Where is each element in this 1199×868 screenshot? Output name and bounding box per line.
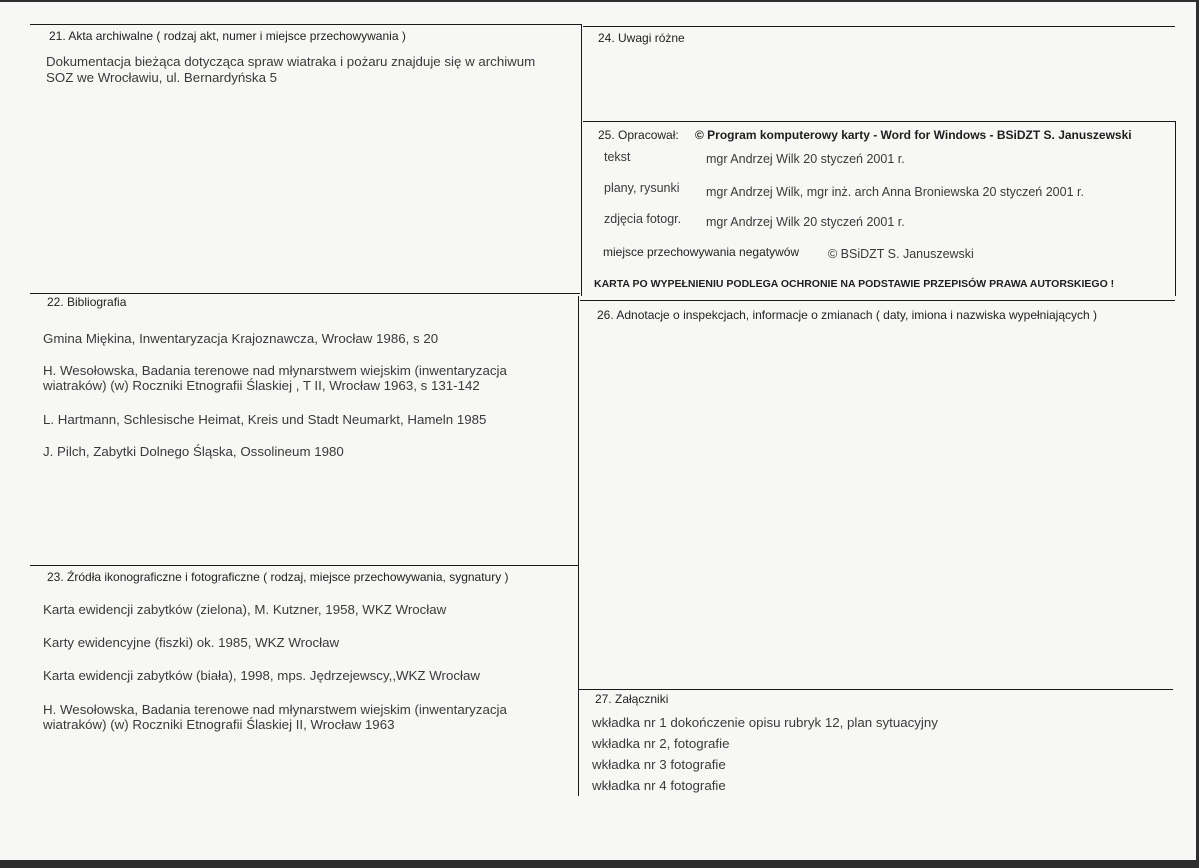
negatives-label: miejsce przechowywania negatywów (603, 245, 800, 259)
prepared-by-label-photos: zdjęcia fotogr. (604, 212, 682, 226)
iconography-entry: Karta ewidencji zabytków (zielona), M. Kutzner, 1958, WKZ Wrocław (43, 602, 447, 617)
divider-right-edge (1175, 121, 1176, 296)
attachment-entry: wkładka nr 1 dokończenie opisu rubryk 12, plan sytuacyjny (592, 715, 938, 730)
section-21-text: Dokumentacja bieżąca dotycząca spraw wiatraka i pożaru znajduje się w archiwum (46, 54, 536, 69)
divider-vertical-center (581, 24, 582, 296)
attachment-entry: wkładka nr 4 fotografie (592, 778, 726, 793)
iconography-entry: wiatraków) (w) Roczniki Etnografii Ślaskiej II, Wrocław 1963 (43, 717, 395, 732)
iconography-entry: Karta ewidencji zabytków (biała), 1998, mps. Jędrzejewscy,,WKZ Wrocław (43, 668, 480, 683)
bibliography-entry: wiatraków) (w) Roczniki Etnografii Ślaskiej , T II, Wrocław 1963, s 131-142 (43, 378, 480, 393)
divider-top-left (30, 24, 581, 25)
bibliography-entry: Gmina Miękina, Inwentaryzacja Krajoznawcza, Wrocław 1986, s 20 (43, 331, 439, 346)
divider-21-22 (30, 293, 580, 294)
divider-vertical-center-lower (578, 296, 579, 796)
divider-25-26 (580, 300, 1175, 301)
iconography-entry: H. Wesołowska, Badania terenowe nad młynarstwem wiejskim (inwentaryzacja (43, 702, 507, 717)
section-23-heading: 23. Źródła ikonograficzne i fotograficzne ( rodzaj, miejsce przechowywania, sygnatury ) (47, 570, 509, 584)
prepared-by-label-text: tekst (604, 150, 631, 164)
prepared-by-label-plans: plany, rysunki (604, 181, 680, 195)
bibliography-entry: J. Pilch, Zabytki Dolnego Śląska, Ossolineum 1980 (43, 444, 344, 459)
iconography-entry: Karty ewidencyjne (fiszki) ok. 1985, WKZ Wrocław (43, 635, 340, 650)
section-26-heading: 26. Adnotacje o inspekcjach, informacje o zmianach ( daty, imiona i nazwiska wypełniających ) (597, 308, 1098, 322)
prepared-by-value-photos: mgr Andrzej Wilk 20 styczeń 2001 r. (706, 215, 905, 229)
section-24-heading: 24. Uwagi różne (598, 31, 685, 45)
bibliography-entry: H. Wesołowska, Badania terenowe nad młynarstwem wiejskim (inwentaryzacja (43, 363, 507, 378)
divider-24-25 (583, 121, 1175, 122)
program-credit: © Program komputerowy karty - Word for Windows - BSiDZT S. Januszewski (695, 128, 1132, 142)
section-27-heading: 27. Załączniki (595, 692, 669, 706)
prepared-by-value-text: mgr Andrzej Wilk 20 styczeń 2001 r. (706, 152, 905, 166)
section-22-heading: 22. Bibliografia (47, 295, 127, 309)
section-21-text-2: SOZ we Wrocławiu, ul. Bernardyńska 5 (46, 70, 278, 85)
prepared-by-value-plans: mgr Andrzej Wilk, mgr inż. arch Anna Broniewska 20 styczeń 2001 r. (706, 185, 1084, 199)
record-card (0, 2, 1196, 860)
divider-top-right (583, 26, 1175, 27)
section-21-heading: 21. Akta archiwalne ( rodzaj akt, numer i miejsce przechowywania ) (49, 29, 406, 43)
divider-22-23 (30, 565, 578, 566)
attachment-entry: wkładka nr 3 fotografie (592, 757, 726, 772)
attachment-entry: wkładka nr 2, fotografie (592, 736, 730, 751)
negatives-value: © BSiDZT S. Januszewski (828, 247, 974, 261)
copyright-notice: KARTA PO WYPEŁNIENIU PODLEGA OCHRONIE NA PODSTAWIE PRZEPISÓW PRAWA AUTORSKIEGO ! (594, 278, 1115, 290)
bibliography-entry: L. Hartmann, Schlesische Heimat, Kreis und Stadt Neumarkt, Hameln 1985 (43, 412, 487, 427)
divider-26-27 (578, 689, 1173, 690)
section-25-heading: 25. Opracował: (598, 128, 679, 142)
